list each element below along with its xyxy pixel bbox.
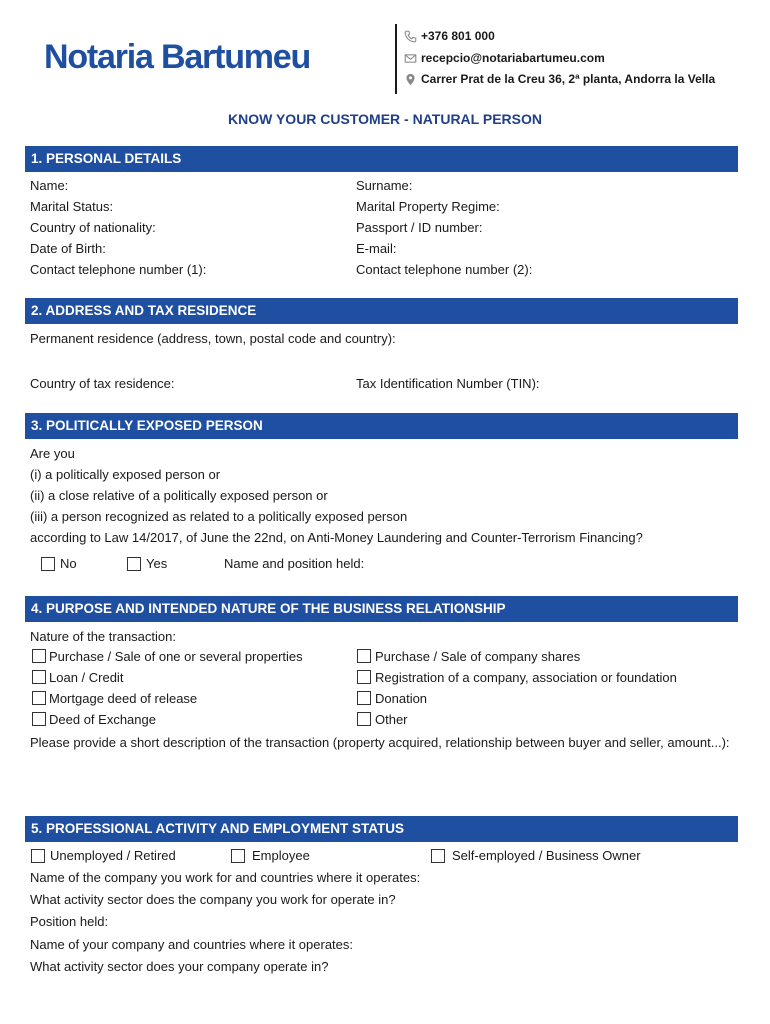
option-registration-checkbox[interactable] (357, 670, 371, 684)
pep-text-line: (i) a politically exposed person or (30, 467, 221, 482)
status-self-employed-label: Self-employed / Business Owner (452, 848, 641, 863)
option-donation-label: Donation (375, 691, 428, 706)
option-loan-checkbox[interactable] (32, 670, 46, 684)
field-label-tax-country: Country of tax residence: (30, 376, 175, 391)
pep-no-label: No (60, 556, 77, 571)
status-unemployed-label: Unemployed / Retired (50, 848, 176, 863)
pep-text-line: Are you (30, 446, 75, 461)
option-shares-checkbox[interactable] (357, 649, 371, 663)
field-label-phone-2: Contact telephone number (2): (356, 262, 533, 277)
status-unemployed-checkbox[interactable] (31, 849, 45, 863)
section-professional-activity: 5. PROFESSIONAL ACTIVITY AND EMPLOYMENT STATUS (25, 816, 738, 842)
field-label-surname: Surname: (356, 178, 413, 193)
header-divider (395, 24, 397, 94)
field-label-passport: Passport / ID number: (356, 220, 483, 235)
option-loan-label: Loan / Credit (49, 670, 124, 685)
pep-position-label: Name and position held: (224, 556, 365, 571)
status-employee-checkbox[interactable] (231, 849, 245, 863)
email-text: recepcio@notariabartumeu.com (421, 51, 605, 65)
logo: Notaria Bartumeu (44, 38, 311, 76)
envelope-icon (404, 52, 417, 65)
section-personal-details: 1. PERSONAL DETAILS (25, 146, 738, 172)
status-employee-label: Employee (252, 848, 310, 863)
pep-text-line: (ii) a close relative of a politically exposed person or (30, 488, 328, 503)
contact-email (404, 51, 605, 65)
contact-address (404, 72, 715, 86)
status-self-employed-checkbox[interactable] (431, 849, 445, 863)
description-label: Please provide a short description of the transaction (property acquired, relationship between buyer and seller, amount...): (30, 735, 730, 750)
section-business-relationship: 4. PURPOSE AND INTENDED NATURE OF THE BUSINESS RELATIONSHIP (25, 596, 738, 622)
field-label-phone-1: Contact telephone number (1): (30, 262, 207, 277)
option-property-sale-checkbox[interactable] (32, 649, 46, 663)
nature-label: Nature of the transaction: (30, 629, 176, 644)
option-shares-label: Purchase / Sale of company shares (375, 649, 581, 664)
field-label-marital-status: Marital Status: (30, 199, 114, 214)
field-label-email: E-mail: (356, 241, 397, 256)
document-title: KNOW YOUR CUSTOMER - NATURAL PERSON (228, 111, 542, 127)
option-exchange-checkbox[interactable] (32, 712, 46, 726)
employment-question: Position held: (30, 914, 109, 929)
location-pin-icon (404, 73, 417, 86)
pep-yes-checkbox[interactable] (127, 557, 141, 571)
address-text: Carrer Prat de la Creu 36, 2ª planta, Andorra la Vella (421, 72, 716, 86)
field-label-tin: Tax Identification Number (TIN): (356, 376, 540, 391)
section-pep: 3. POLITICALLY EXPOSED PERSON (25, 413, 738, 439)
contact-phone (404, 29, 495, 43)
employment-question: What activity sector does the company you work for operate in? (30, 892, 396, 907)
option-registration-label: Registration of a company, association or foundation (375, 670, 677, 685)
phone-icon (404, 30, 417, 43)
pep-no-checkbox[interactable] (41, 557, 55, 571)
phone-text: +376 801 000 (421, 29, 495, 43)
option-mortgage-checkbox[interactable] (32, 691, 46, 705)
option-donation-checkbox[interactable] (357, 691, 371, 705)
field-label-name: Name: (30, 178, 69, 193)
employment-question: What activity sector does your company operate in? (30, 959, 329, 974)
pep-yes-label: Yes (146, 556, 168, 571)
field-label-birth-date: Date of Birth: (30, 241, 106, 256)
option-property-sale-label: Purchase / Sale of one or several properties (49, 649, 303, 664)
option-other-label: Other (375, 712, 408, 727)
employment-question: Name of the company you work for and countries where it operates: (30, 870, 421, 885)
option-mortgage-label: Mortgage deed of release (49, 691, 198, 706)
field-label-nationality: Country of nationality: (30, 220, 156, 235)
pep-text-line: (iii) a person recognized as related to a politically exposed person (30, 509, 408, 524)
pep-text-line: according to Law 14/2017, of June the 22nd, on Anti-Money Laundering and Counter-Terrorism Financing? (30, 530, 643, 545)
option-other-checkbox[interactable] (357, 712, 371, 726)
field-label-property-regime: Marital Property Regime: (356, 199, 500, 214)
option-exchange-label: Deed of Exchange (49, 712, 156, 727)
employment-question: Name of your company and countries where it operates: (30, 937, 354, 952)
field-label-permanent-residence: Permanent residence (address, town, postal code and country): (30, 331, 396, 346)
section-address-tax: 2. ADDRESS AND TAX RESIDENCE (25, 298, 738, 324)
